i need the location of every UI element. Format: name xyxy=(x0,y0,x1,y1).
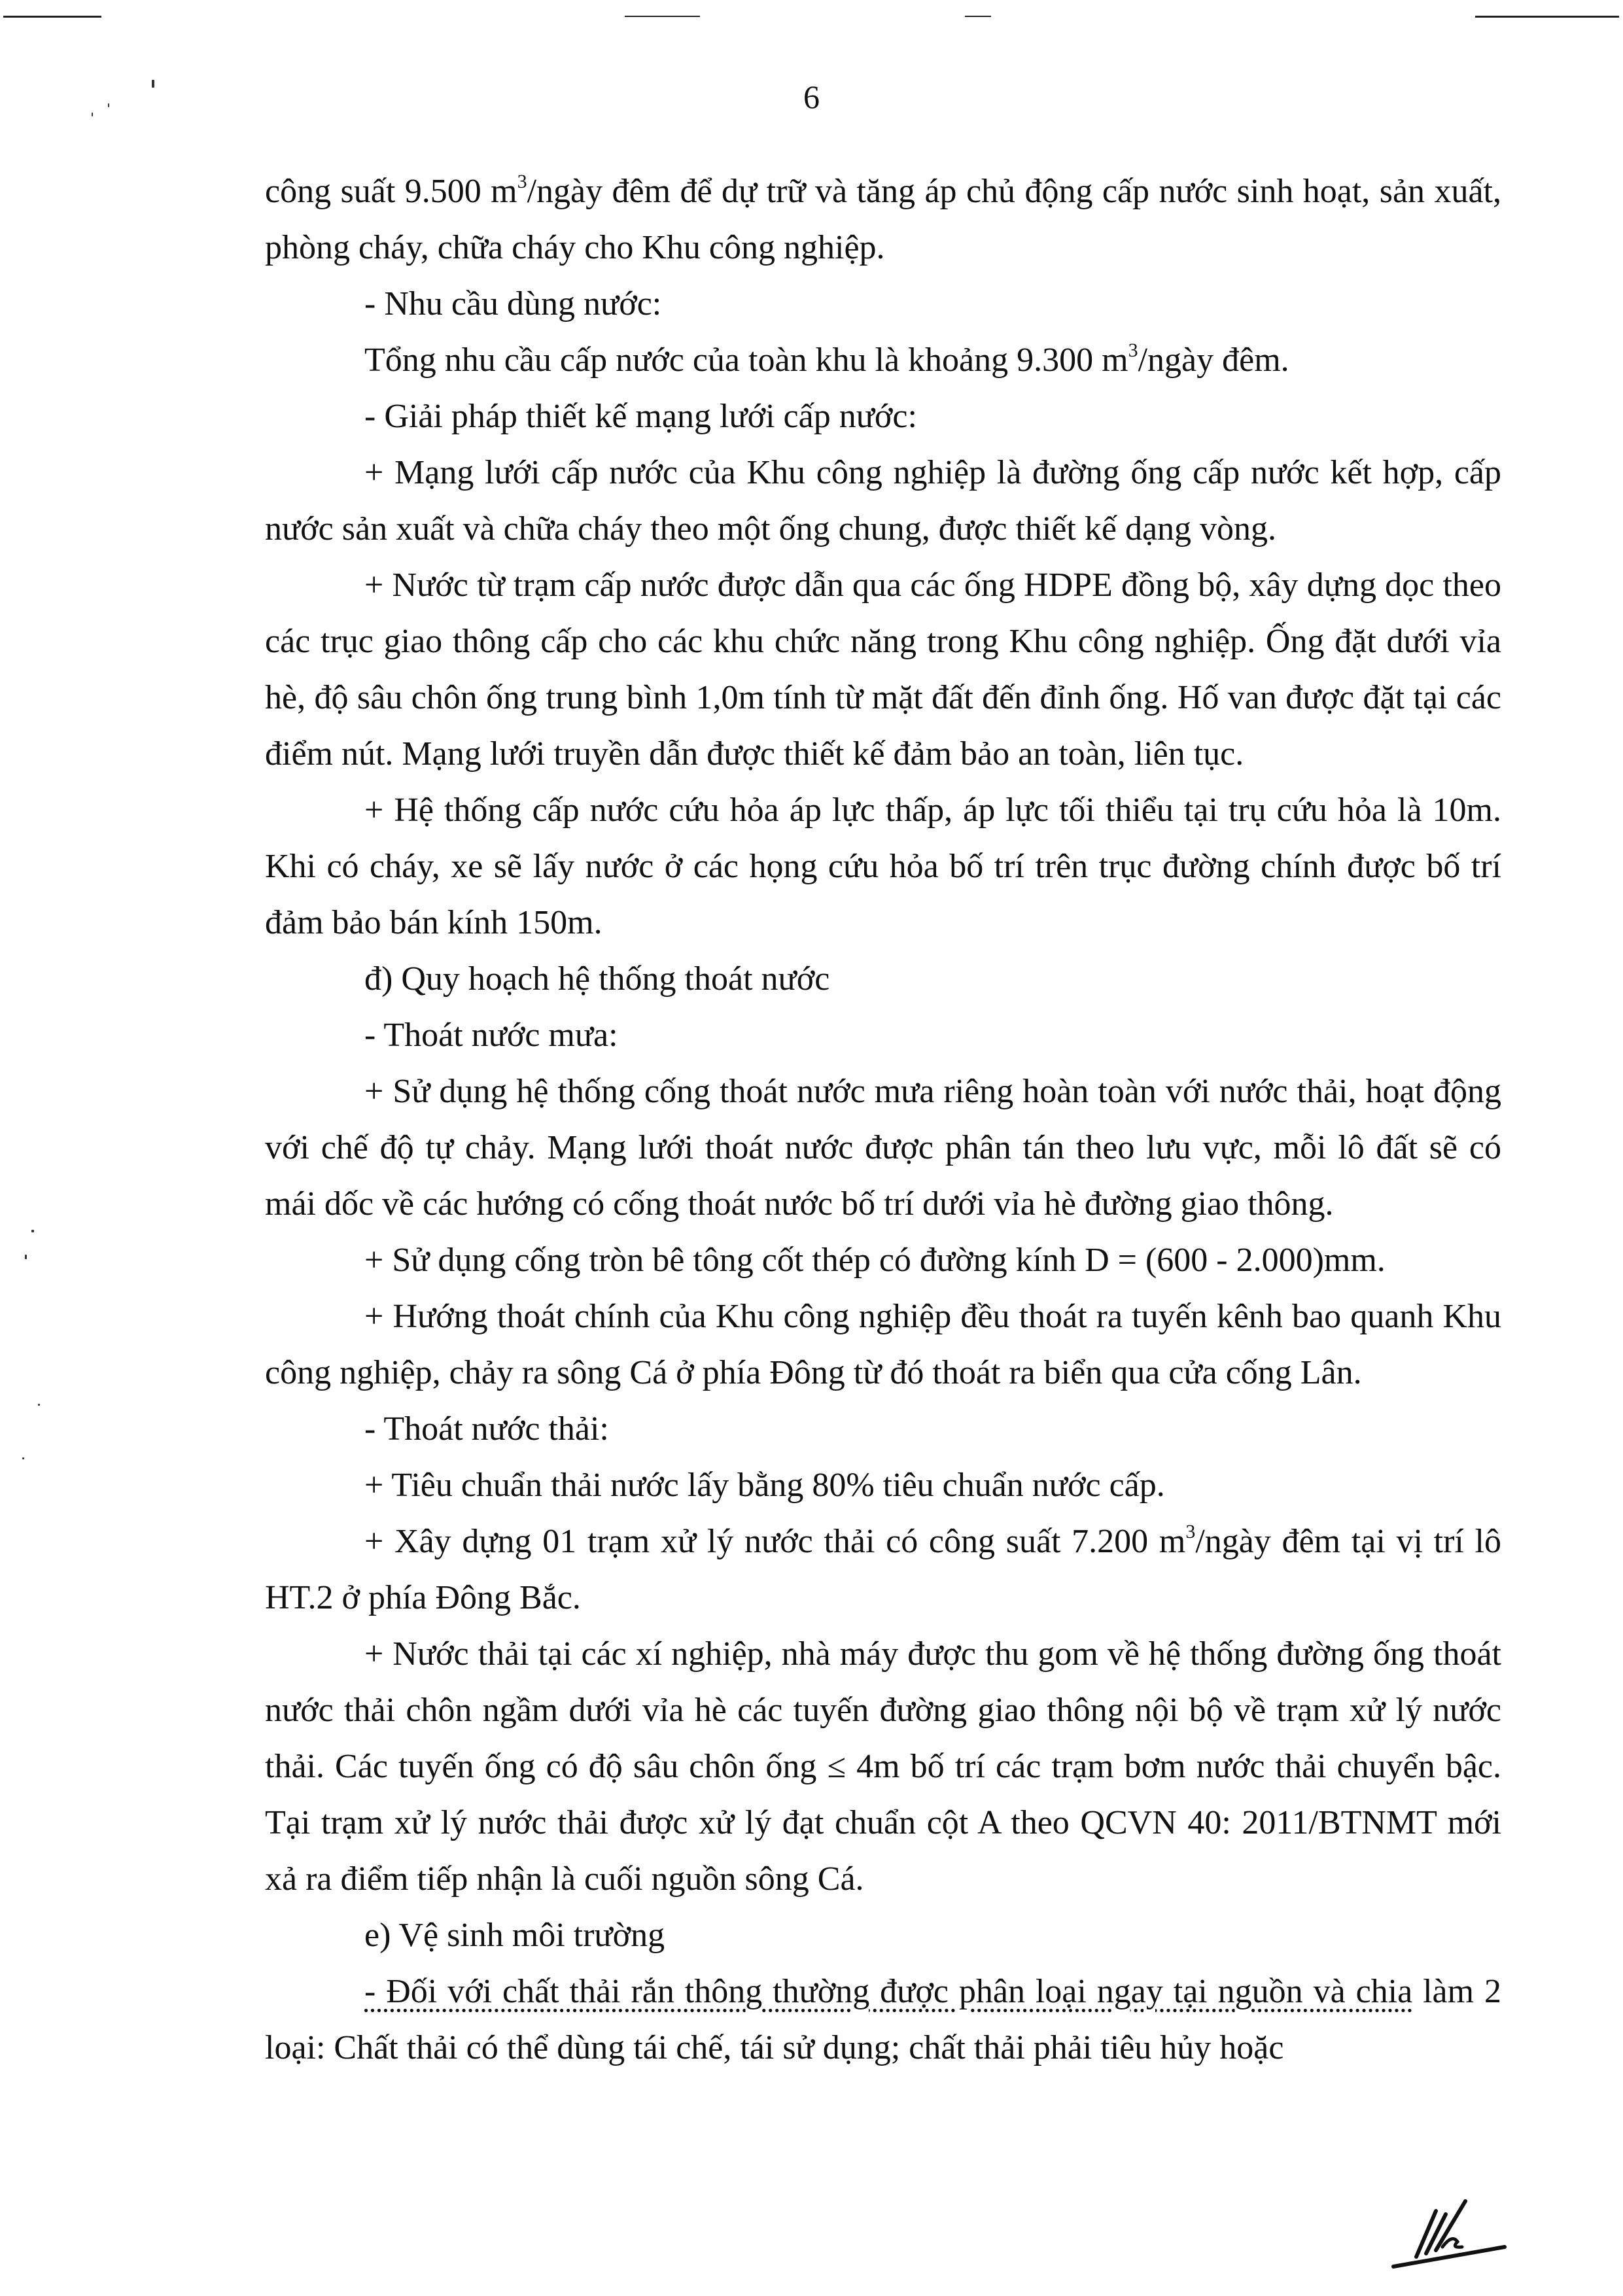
paragraph-water-tank-capacity: công suất 9.500 $m^3$/ngày đêm để dự trữ và tăng áp chủ động cấp nước sinh hoạt, sản xuất, phòng cháy, chữa cháy cho Khu công nghiệp. xyxy=(265,171,1501,266)
item-wastewater-drainage: - Thoát nước thải: xyxy=(364,1410,609,1448)
scan-speck xyxy=(38,1404,40,1406)
bullet-wastewater-standard: + Tiêu chuẩn thải nước lấy bằng 80% tiêu chuẩn nước cấp. xyxy=(364,1467,1165,1504)
paragraph-total-water-demand: Tổng nhu cầu cấp nước của toàn khu là khoảng 9.300 $m^3$/ngày đêm. xyxy=(364,339,1289,379)
item-rainwater-drainage: - Thoát nước mưa: xyxy=(364,1017,618,1054)
scan-speck xyxy=(31,1230,34,1232)
signature-initials-icon xyxy=(1374,2195,1518,2280)
page-number: 6 xyxy=(803,78,820,115)
section-heading-drainage: đ) Quy hoạch hệ thống thoát nước xyxy=(364,960,830,998)
scan-speck xyxy=(22,1457,24,1459)
section-heading-sanitation: e) Vệ sinh môi trường xyxy=(364,1917,665,1954)
document-body xyxy=(265,164,1501,2076)
bullet-drainage-direction: + Hướng thoát chính của Khu công nghiệp đều thoát ra tuyến kênh bao quanh Khu công nghiệp, chảy ra sông Cá ở phía Đông từ đó thoát ra biển qua cửa cống Lân. xyxy=(265,1298,1501,1391)
bullet-wastewater-collection: + Nước thải tại các xí nghiệp, nhà máy được thu gom về hệ thống đường ống thoát nước thải chôn ngầm dưới vỉa hè các tuyến đường giao thông nội bộ về trạm xử lý nước thải. Các tuyến ống có độ sâu chôn ống ≤ 4m bố trí các trạm bơm nước thải chuyển bậc. Tại trạm xử lý nước thải được xử lý đạt chuẩn cột A theo QCVN 40: 2011/BTNMT mới xả ra điểm tiếp nhận là cuối nguồn sông Cá. xyxy=(265,1635,1501,1898)
bullet-concrete-culverts: + Sử dụng cống tròn bê tông cốt thép có đường kính D = (600 - 2.000)mm. xyxy=(364,1242,1386,1279)
scan-artifact-line xyxy=(3,16,101,18)
scan-speck xyxy=(25,1255,27,1259)
bullet-fire-water-system: + Hệ thống cấp nước cứu hỏa áp lực thấp, áp lực tối thiểu tại trụ cứu hỏa là 10m. Khi có cháy, xe sẽ lấy nước ở các họng cứu hỏa bố trí trên trục đường chính được bố trí đảm bảo bán kính 150m. xyxy=(265,791,1501,941)
item-water-demand: - Nhu cầu dùng nước: xyxy=(364,285,662,322)
item-solid-waste: - Đối với chất thải rắn thông thường được phân loại ngay tại nguồn và chia làm 2 loại: Chất thải có thể dùng tái chế, tái sử dụng; chất thải phải tiêu hủy hoặc xyxy=(265,1973,1502,2066)
scan-artifact-line xyxy=(965,16,991,17)
item-supply-network-design: - Giải pháp thiết kế mạng lưới cấp nước: xyxy=(364,398,917,435)
scan-artifact-line xyxy=(625,16,700,17)
bullet-separate-storm-sewer: + Sử dụng hệ thống cống thoát nước mưa riêng hoàn toàn với nước thải, hoạt động với chế độ tự chảy. Mạng lưới thoát nước được phân tán theo lưu vực, mỗi lô đất sẽ có mái dốc về các hướng có cống thoát nước bố trí dưới vỉa hè đường giao thông. xyxy=(265,1073,1501,1223)
bullet-hdpe-pipes: + Nước từ trạm cấp nước được dẫn qua các ống HDPE đồng bộ, xây dựng dọc theo các trục giao thông cấp cho các khu chức năng trong Khu công nghiệp. Ống đặt dưới vỉa hè, độ sâu chôn ống trung bình 1,0m tính từ mặt đất đến đỉnh ống. Hố van được đặt tại các điểm nút. Mạng lưới truyền dẫn được thiết kế đảm bảo an toàn, liên tục. xyxy=(265,566,1501,773)
scan-artifact-line xyxy=(1475,16,1619,18)
bullet-treatment-plant: + Xây dựng 01 trạm xử lý nước thải có công suất 7.200 $m^3$/ngày đêm tại vị trí lô HT.2 ở phía Đông Bắc. xyxy=(265,1521,1502,1616)
bullet-combined-network: + Mạng lưới cấp nước của Khu công nghiệp là đường ống cấp nước kết hợp, cấp nước sản xuất và chữa cháy theo một ống chung, được thiết kế dạng vòng. xyxy=(265,454,1501,548)
